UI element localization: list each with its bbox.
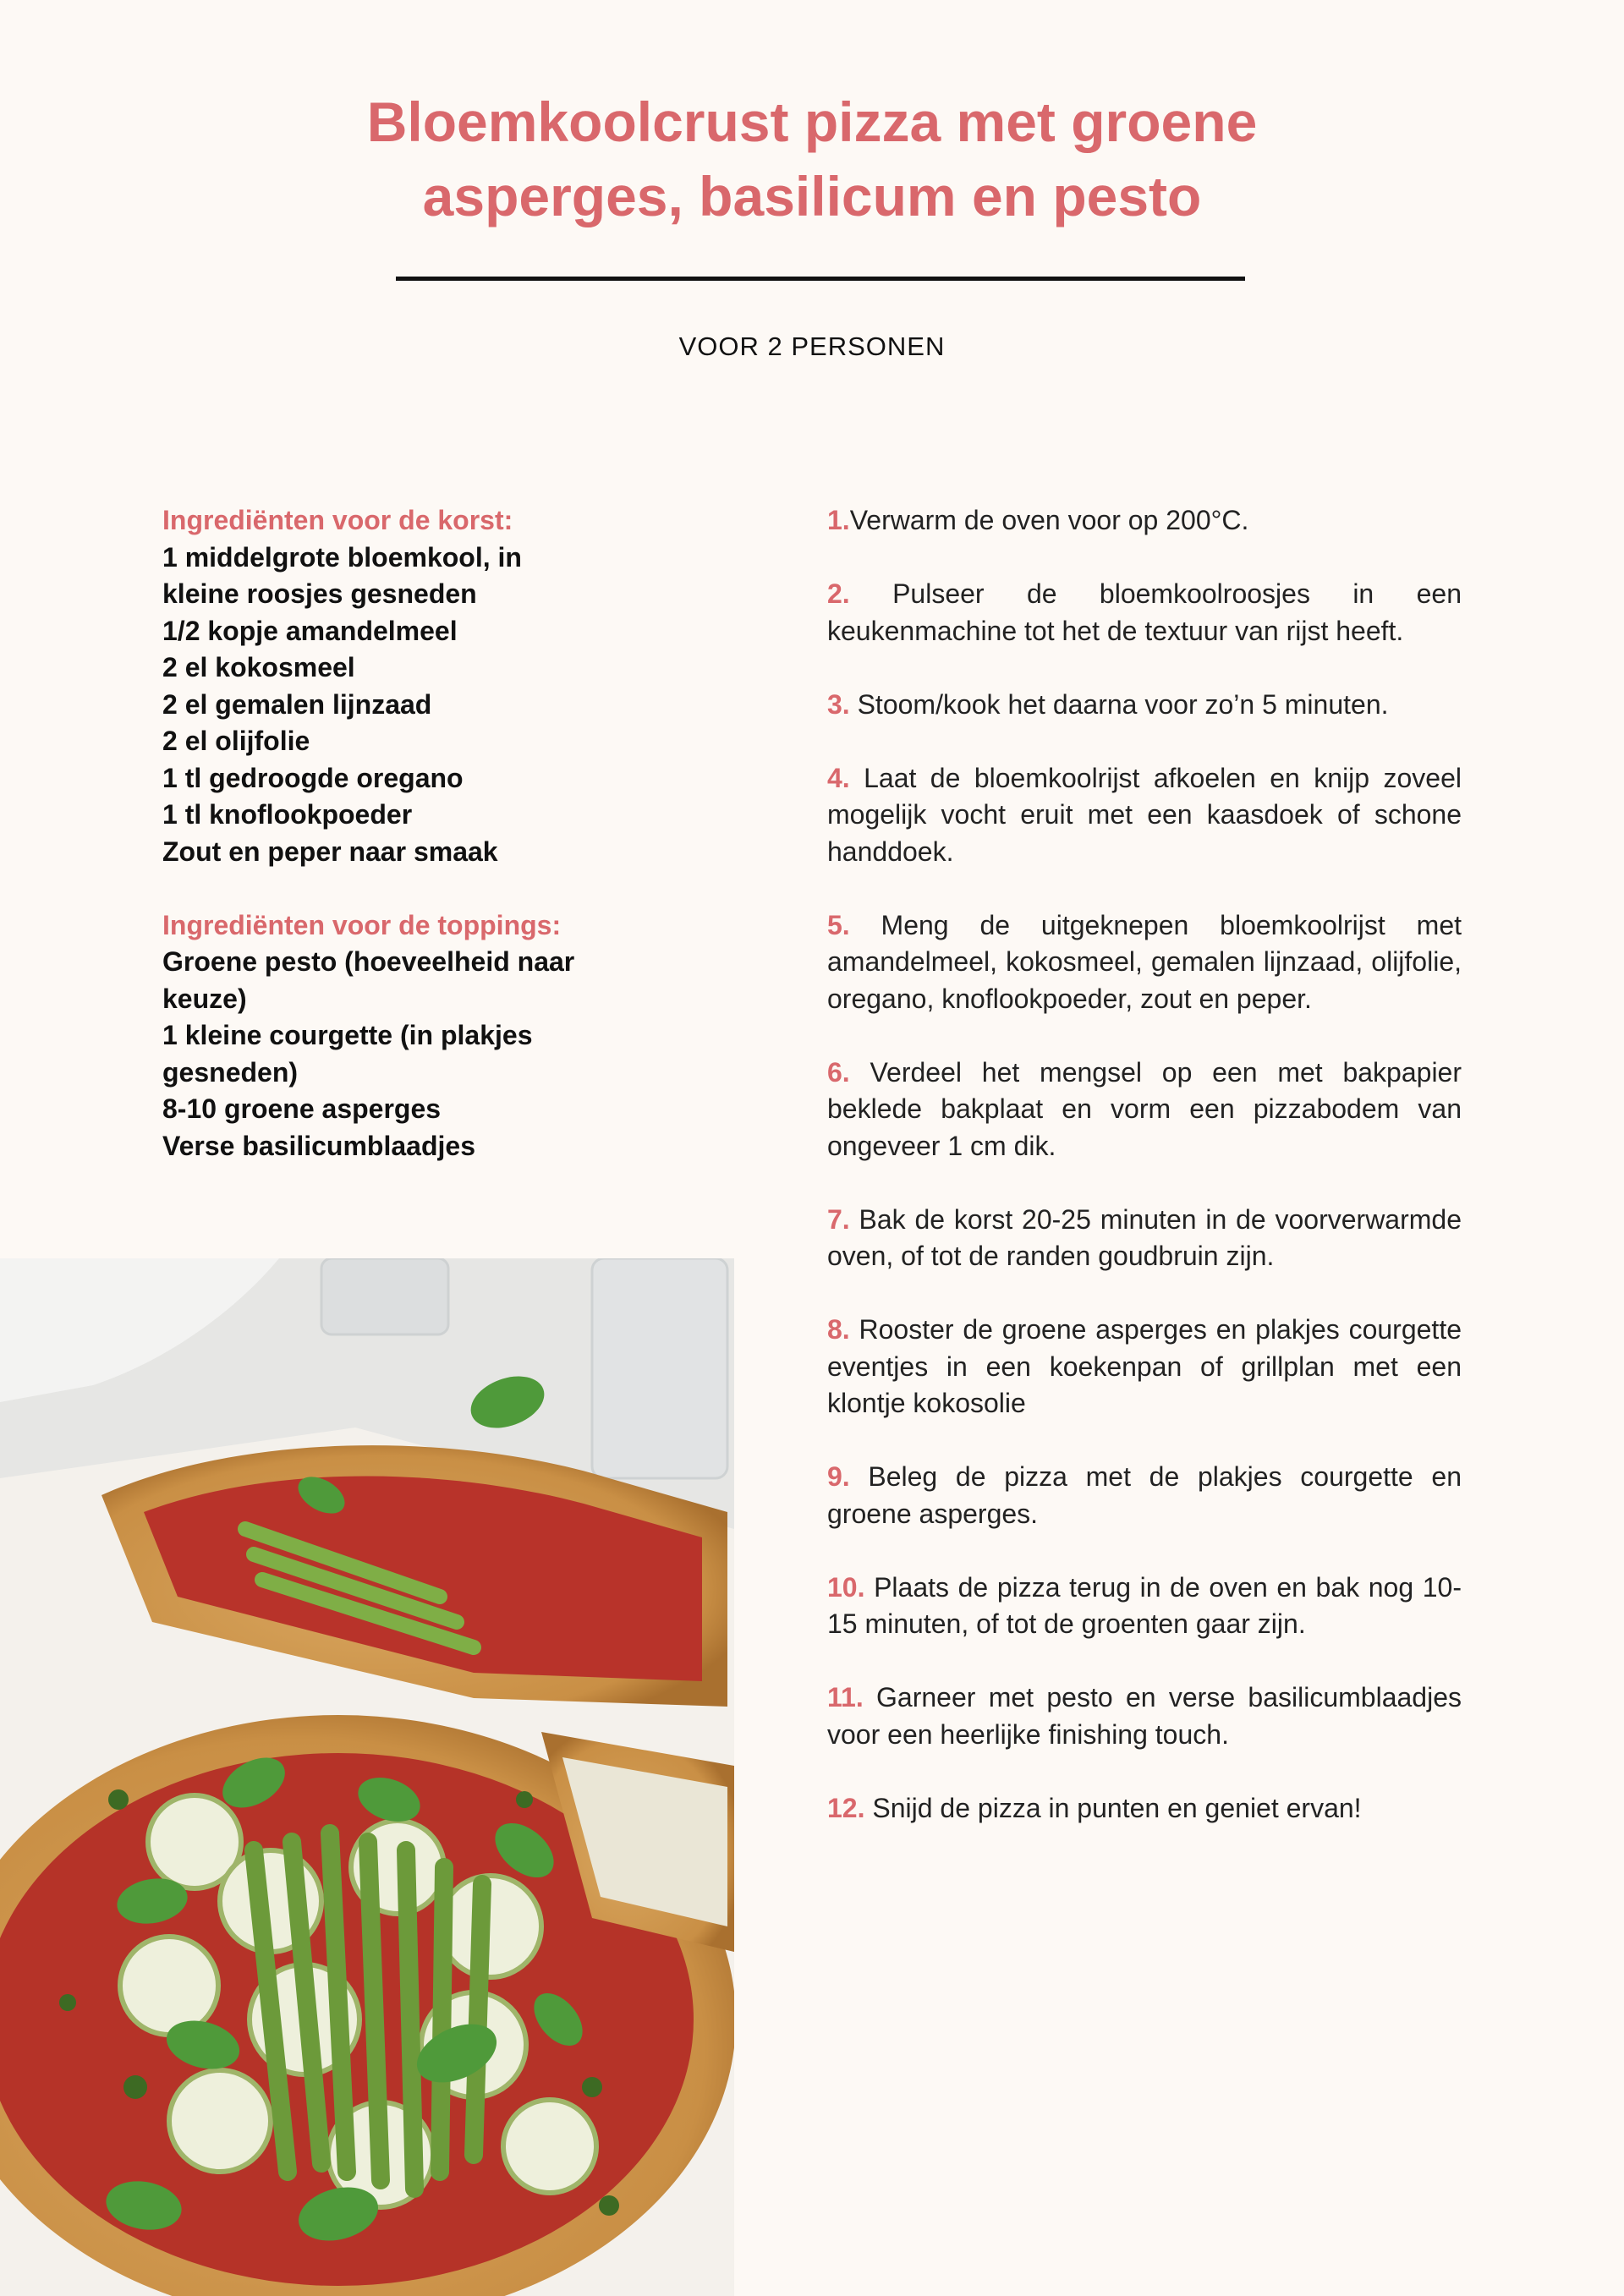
- ingredient-item: Zout en peper naar smaak: [162, 836, 498, 867]
- ingredient-item: 1/2 kopje amandelmeel: [162, 615, 458, 646]
- step-text: Pulseer de bloemkoolroosjes in een keukenmachine tot het de textuur van rijst heeft.: [827, 578, 1462, 646]
- crust-ingredients-heading: Ingrediënten voor de korst:: [162, 505, 513, 535]
- step-number: 6.: [827, 1056, 850, 1088]
- step-number: 12.: [827, 1792, 865, 1823]
- step-text: Stoom/kook het daarna voor zo’n 5 minuten.: [849, 688, 1389, 720]
- step-number: 3.: [827, 688, 850, 720]
- recipe-title: [0, 85, 1624, 233]
- step-number: 11.: [827, 1682, 864, 1712]
- ingredient-item: 2 el gemalen lijnzaad: [162, 688, 432, 720]
- step-item: [827, 1570, 1462, 1643]
- ingredient-item: Verse basilicumblaadjes: [162, 1130, 475, 1161]
- step-item: [827, 1790, 1462, 1827]
- step-text: Plaats de pizza terug in de oven en bak nog 10-15 minuten, of tot de groenten gaar zijn.: [827, 1571, 1462, 1639]
- crust-ingredients-list: [162, 540, 602, 871]
- step-number: 10.: [827, 1571, 865, 1603]
- step-item: [827, 1055, 1462, 1165]
- step-number: 5.: [827, 909, 850, 940]
- step-number: 4.: [827, 762, 850, 793]
- ingredient-item: 1 tl gedroogde oregano: [162, 762, 464, 793]
- step-text: Bak de korst 20-25 minuten in de voorverwarmde oven, of tot de randen goudbruin zijn.: [827, 1203, 1462, 1271]
- step-text: Verdeel het mengsel op een met bakpapier beklede bakplaat en vorm een pizzabodem van ongeveer 1 cm dik.: [827, 1056, 1462, 1161]
- ingredient-item: Groene pesto (hoeveelheid naar keuze): [162, 946, 575, 1014]
- step-text: Verwarm de oven voor op 200°C.: [849, 505, 1249, 535]
- servings-label: VOOR 2 PERSONEN: [678, 332, 946, 361]
- step-item: [827, 1202, 1462, 1275]
- step-item: [827, 502, 1462, 540]
- step-item: [827, 1459, 1462, 1532]
- step-item: [827, 760, 1462, 871]
- ingredient-item: 1 tl knoflookpoeder: [162, 799, 413, 830]
- ingredient-item: 1 middelgrote bloemkool, in kleine roosjes gesneden: [162, 541, 522, 609]
- spacer: [162, 870, 602, 907]
- step-item: [827, 687, 1462, 724]
- step-text: Rooster de groene asperges en plakjes courgette eventjes in een koekenpan of grillplan met een klontje kokosolie: [827, 1314, 1462, 1418]
- step-text: Laat de bloemkoolrijst afkoelen en knijp zoveel mogelijk vocht eruit met een kaasdoek of schone handdoek.: [827, 762, 1462, 867]
- step-number: 9.: [827, 1461, 850, 1492]
- ingredient-item: 2 el kokosmeel: [162, 652, 355, 682]
- step-number: 7.: [827, 1203, 850, 1235]
- ingredient-item: 1 kleine courgette (in plakjes gesneden): [162, 1020, 533, 1088]
- recipe-title-line: Bloemkoolcrust pizza met groene: [366, 90, 1258, 153]
- step-text: Beleg de pizza met de plakjes courgette en groene asperges.: [827, 1461, 1462, 1529]
- step-text: Meng de uitgeknepen bloemkoolrijst met amandelmeel, kokosmeel, gemalen lijnzaad, olijfolie, oregano, knoflookpoeder, zout en peper.: [827, 909, 1462, 1014]
- step-item: [827, 907, 1462, 1018]
- ingredient-item: 8-10 groene asperges: [162, 1093, 442, 1124]
- pizza-photo: [0, 1258, 734, 2296]
- title-divider: [396, 277, 1245, 281]
- step-text: Garneer met pesto en verse basilicumblaadjes voor een heerlijke finishing touch.: [827, 1682, 1462, 1750]
- step-item: [827, 1312, 1462, 1422]
- step-item: [827, 576, 1462, 649]
- ingredient-item: 2 el olijfolie: [162, 726, 310, 756]
- method-steps: [827, 502, 1462, 1864]
- step-number: 8.: [827, 1314, 850, 1345]
- step-number: 1.: [827, 505, 850, 535]
- ingredients-section: [162, 502, 602, 1164]
- recipe-title-line: asperges, basilicum en pesto: [422, 165, 1202, 227]
- toppings-ingredients-list: [162, 944, 602, 1164]
- pizza-illustration: [0, 1258, 734, 2296]
- step-number: 2.: [827, 578, 850, 609]
- step-text: Snijd de pizza in punten en geniet ervan!: [864, 1792, 1362, 1823]
- toppings-ingredients-heading: Ingrediënten voor de toppings:: [162, 909, 562, 940]
- step-item: [827, 1680, 1462, 1753]
